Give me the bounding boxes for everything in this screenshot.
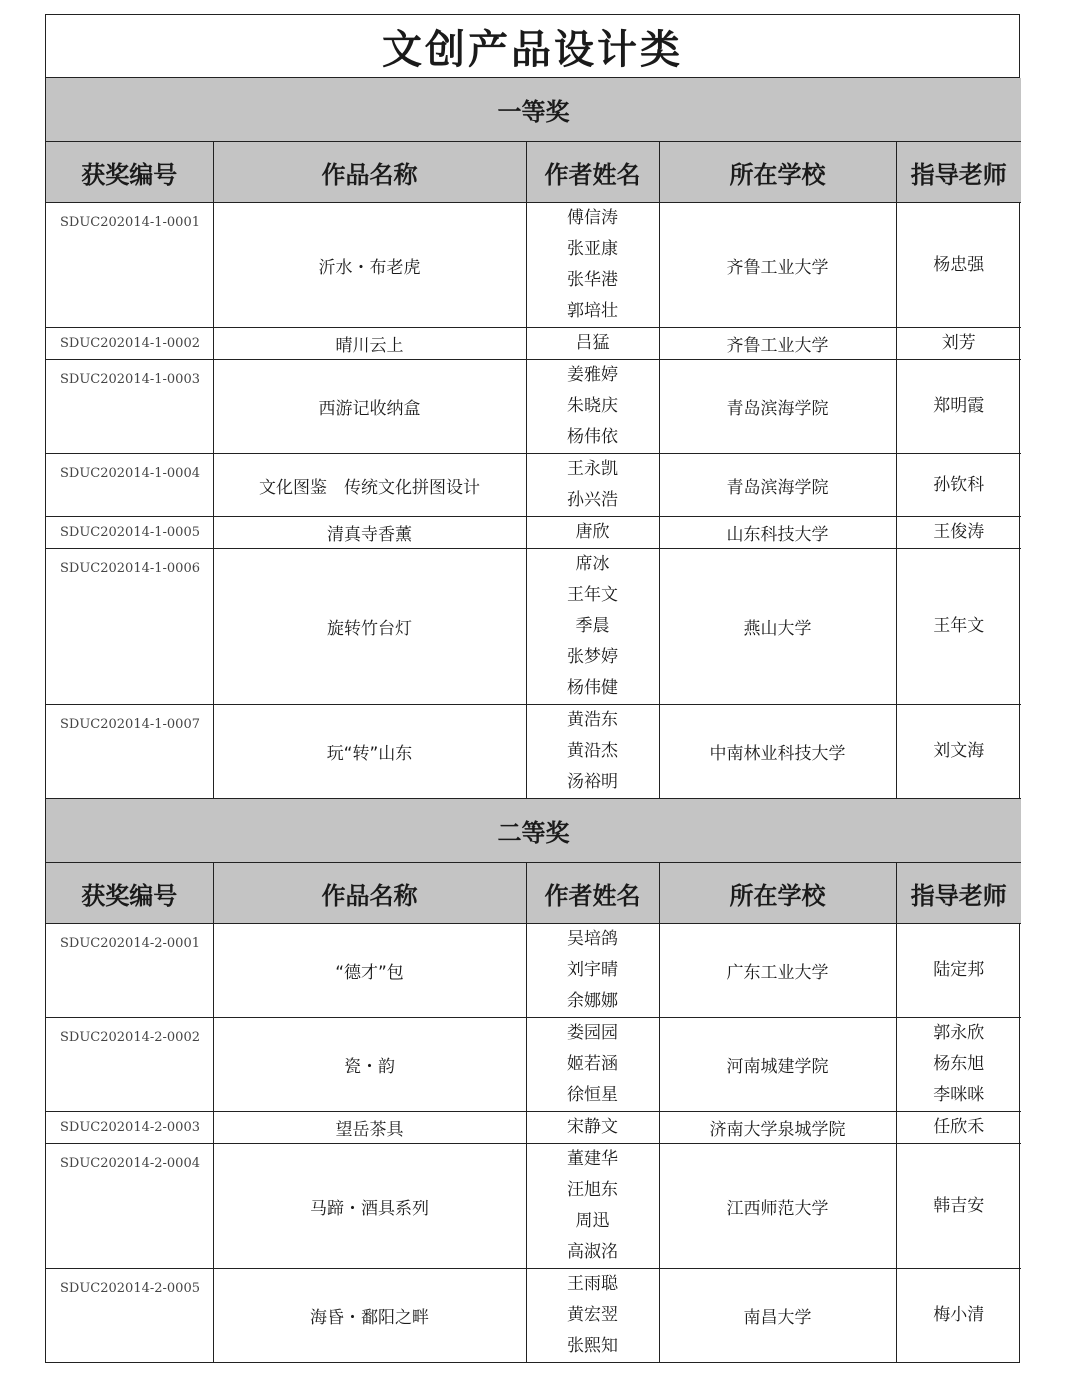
work-name: 望岳茶具	[213, 1112, 526, 1144]
header-award-id: 获奖编号	[46, 863, 213, 924]
work-name: 瓷・韵	[213, 1018, 526, 1112]
author-name: 杨伟健	[567, 678, 618, 698]
table-row	[46, 203, 1021, 328]
author-name: 宋静文	[567, 1117, 618, 1137]
school-name: 山东科技大学	[659, 517, 896, 549]
column-header-row	[46, 863, 1021, 924]
school-name: 广东工业大学	[659, 924, 896, 1018]
authors-cell	[526, 549, 659, 705]
school-name: 青岛滨海学院	[659, 454, 896, 517]
award-id: SDUC202014-1-0003	[46, 360, 213, 454]
author-name: 吴培鸽	[567, 929, 618, 949]
document-title: 文创产品设计类	[46, 15, 1019, 78]
author-name: 黄沿杰	[567, 741, 618, 761]
work-name: 海昏・鄱阳之畔	[213, 1269, 526, 1363]
author-name: 孙兴浩	[567, 490, 618, 510]
advisors-cell	[896, 705, 1021, 799]
advisor-name: 郭永欣	[933, 1023, 985, 1043]
award-id: SDUC202014-1-0007	[46, 705, 213, 799]
author-name: 王年文	[567, 585, 618, 605]
header-advisor: 指导老师	[896, 142, 1021, 203]
table-row	[46, 1269, 1021, 1363]
author-name: 张梦婷	[567, 647, 618, 667]
authors-cell	[526, 517, 659, 549]
award-list-document	[45, 14, 1020, 1363]
author-name: 刘宇晴	[567, 960, 618, 980]
advisors-cell	[896, 1144, 1021, 1269]
school-name: 济南大学泉城学院	[659, 1112, 896, 1144]
work-name: “德才”包	[213, 924, 526, 1018]
author-name: 傅信涛	[567, 208, 618, 228]
award-id: SDUC202014-1-0001	[46, 203, 213, 328]
author-name: 王雨聪	[567, 1274, 618, 1294]
header-work-name: 作品名称	[213, 142, 526, 203]
school-name: 齐鲁工业大学	[659, 203, 896, 328]
column-header-row	[46, 142, 1021, 203]
authors-cell	[526, 705, 659, 799]
section-row	[46, 78, 1021, 142]
section-title: 二等奖	[46, 799, 1021, 863]
section-row	[46, 799, 1021, 863]
table-row	[46, 549, 1021, 705]
header-author-name: 作者姓名	[526, 863, 659, 924]
table-row	[46, 328, 1021, 360]
author-name: 杨伟依	[567, 427, 618, 447]
authors-cell	[526, 1144, 659, 1269]
authors-cell	[526, 328, 659, 360]
header-award-id: 获奖编号	[46, 142, 213, 203]
advisor-name: 杨忠强	[933, 254, 985, 275]
section-title: 一等奖	[46, 78, 1021, 142]
author-name: 席冰	[575, 554, 610, 574]
work-name: 马蹄・酒具系列	[213, 1144, 526, 1269]
table-row	[46, 1144, 1021, 1269]
award-id: SDUC202014-1-0002	[46, 328, 213, 360]
advisor-name: 郑明霞	[933, 396, 985, 416]
work-name: 文化图鉴 传统文化拼图设计	[213, 454, 526, 517]
advisors-cell	[896, 1112, 1021, 1144]
advisor-name: 韩吉安	[933, 1195, 985, 1216]
author-name: 董建华	[567, 1149, 618, 1169]
school-name: 江西师范大学	[659, 1144, 896, 1269]
table-row	[46, 1112, 1021, 1144]
award-id: SDUC202014-1-0004	[46, 454, 213, 517]
school-name: 燕山大学	[659, 549, 896, 705]
advisor-name: 梅小清	[933, 1305, 985, 1325]
award-id: SDUC202014-2-0005	[46, 1269, 213, 1363]
author-name: 黄宏翌	[567, 1305, 618, 1325]
advisor-name: 刘芳	[941, 333, 976, 353]
advisor-name: 王年文	[933, 616, 985, 636]
authors-cell	[526, 360, 659, 454]
authors-cell	[526, 1112, 659, 1144]
work-name: 玩“转”山东	[213, 705, 526, 799]
author-name: 唐欣	[575, 522, 610, 542]
authors-cell	[526, 1269, 659, 1363]
work-name: 沂水・布老虎	[213, 203, 526, 328]
author-name: 王永凯	[567, 459, 618, 479]
authors-cell	[526, 924, 659, 1018]
award-id: SDUC202014-2-0002	[46, 1018, 213, 1112]
school-name: 中南林业科技大学	[659, 705, 896, 799]
advisors-cell	[896, 1269, 1021, 1363]
award-id: SDUC202014-2-0003	[46, 1112, 213, 1144]
work-name: 旋转竹台灯	[213, 549, 526, 705]
header-advisor: 指导老师	[896, 863, 1021, 924]
author-name: 高淑洺	[567, 1242, 618, 1262]
advisor-name: 任欣禾	[933, 1117, 985, 1137]
advisors-cell	[896, 517, 1021, 549]
table-row	[46, 454, 1021, 517]
award-id: SDUC202014-1-0005	[46, 517, 213, 549]
award-id: SDUC202014-1-0006	[46, 549, 213, 705]
table-row	[46, 360, 1021, 454]
work-name: 晴川云上	[213, 328, 526, 360]
work-name: 清真寺香薰	[213, 517, 526, 549]
advisor-name: 李咪咪	[933, 1085, 985, 1105]
table-row	[46, 705, 1021, 799]
author-name: 娄园园	[567, 1023, 618, 1043]
school-name: 河南城建学院	[659, 1018, 896, 1112]
header-school: 所在学校	[659, 863, 896, 924]
advisors-cell	[896, 454, 1021, 517]
school-name: 齐鲁工业大学	[659, 328, 896, 360]
advisor-name: 刘文海	[933, 741, 985, 761]
author-name: 朱晓庆	[567, 396, 618, 416]
table-row	[46, 924, 1021, 1018]
author-name: 张华港	[567, 270, 618, 290]
author-name: 姬若涵	[567, 1054, 618, 1074]
author-name: 余娜娜	[567, 991, 618, 1011]
authors-cell	[526, 454, 659, 517]
author-name: 汤裕明	[567, 772, 618, 792]
advisor-name: 孙钦科	[933, 474, 985, 495]
school-name: 南昌大学	[659, 1269, 896, 1363]
table-row	[46, 517, 1021, 549]
advisors-cell	[896, 1018, 1021, 1112]
advisors-cell	[896, 328, 1021, 360]
header-school: 所在学校	[659, 142, 896, 203]
award-id: SDUC202014-2-0004	[46, 1144, 213, 1269]
author-name: 季晨	[575, 616, 610, 636]
author-name: 徐恒星	[567, 1085, 618, 1105]
authors-cell	[526, 203, 659, 328]
author-name: 周迅	[575, 1211, 610, 1231]
awards-table	[46, 78, 1021, 1362]
author-name: 张熙知	[567, 1336, 618, 1356]
work-name: 西游记收纳盒	[213, 360, 526, 454]
advisor-name: 王俊涛	[933, 522, 985, 542]
author-name: 姜雅婷	[567, 365, 618, 385]
author-name: 张亚康	[567, 239, 618, 259]
header-work-name: 作品名称	[213, 863, 526, 924]
advisors-cell	[896, 924, 1021, 1018]
table-row	[46, 1018, 1021, 1112]
advisors-cell	[896, 549, 1021, 705]
author-name: 郭培壮	[567, 301, 618, 321]
school-name: 青岛滨海学院	[659, 360, 896, 454]
authors-cell	[526, 1018, 659, 1112]
advisors-cell	[896, 360, 1021, 454]
author-name: 黄浩东	[567, 710, 618, 730]
author-name: 汪旭东	[567, 1180, 618, 1200]
award-id: SDUC202014-2-0001	[46, 924, 213, 1018]
advisor-name: 杨东旭	[933, 1054, 985, 1074]
advisor-name: 陆定邦	[933, 960, 985, 980]
advisors-cell	[896, 203, 1021, 328]
author-name: 吕猛	[575, 333, 610, 353]
header-author-name: 作者姓名	[526, 142, 659, 203]
